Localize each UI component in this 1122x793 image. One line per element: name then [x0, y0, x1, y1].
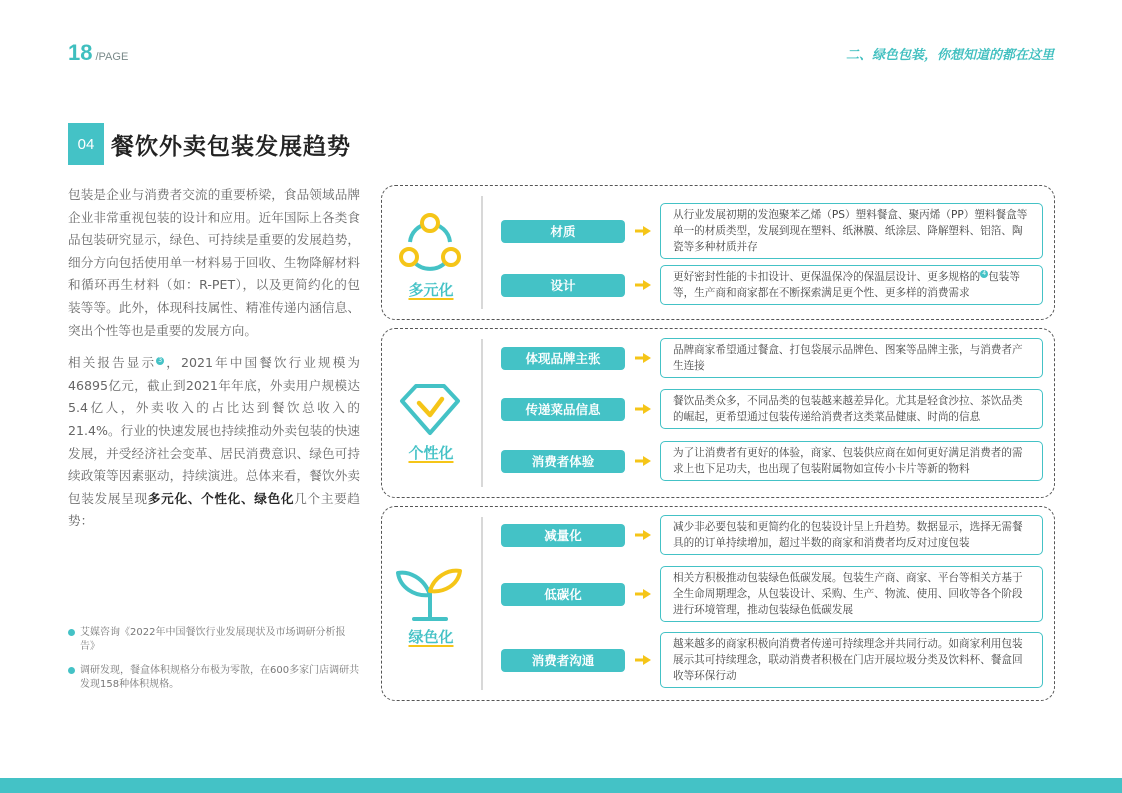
footnote-text: 调研发现，餐盒体积规格分布极为零散，在600多家门店调研共发现158种体积规格。	[80, 665, 360, 690]
trend-row	[501, 338, 1043, 378]
page-number-value: 18	[68, 40, 93, 65]
sprout-icon	[394, 565, 466, 625]
intro-text	[68, 184, 360, 533]
trend-tag: 消费者沟通	[501, 649, 625, 672]
trend-tag: 低碳化	[501, 583, 625, 606]
trend-row	[501, 265, 1043, 305]
footnote-ref-3: 3	[156, 357, 164, 365]
arrow-right-icon	[625, 280, 660, 290]
trend-row	[501, 441, 1043, 481]
footnote-text: 艾媒咨询《2022年中国餐饮行业发展现状及市场调研分析报告》	[80, 627, 346, 652]
arrow-right-icon	[625, 589, 660, 599]
footnote-item	[68, 664, 360, 692]
trend-row	[501, 389, 1043, 429]
group-label: 绿色化	[408, 628, 454, 646]
group-divider	[481, 517, 483, 690]
arrow-right-icon	[625, 404, 660, 414]
intro-p2-part-b: ，2021年中国餐饮行业规模为46895亿元，截止到2021年年底，外卖用户规模达5.4亿人，外卖收入的占比达到餐饮总收入的21.4%。行业的快速发展也持续推动外卖包装的快速发展，并受经济社会变革、居民消费意识、绿色可持续政策等因素驱动，持续演进。总体来看，餐饮外卖包装发展呈现	[68, 355, 360, 506]
chapter-title: 二、绿色包装，你想知道的都在这里	[845, 48, 1054, 63]
trend-description: 越来越多的商家积极向消费者传递可持续理念并共同行动。如商家利用包装展示其可持续理念，联动消费者积极在门店开展垃圾分类及饮料杯、餐盒回收等环保行动	[660, 632, 1043, 688]
arrow-right-icon	[625, 226, 660, 236]
group-divider	[481, 196, 483, 309]
trend-description	[660, 265, 1043, 305]
intro-p2-part-a: 相关报告显示	[68, 355, 157, 371]
arrow-right-icon	[625, 530, 660, 540]
group-divider	[481, 339, 483, 487]
footnote-item	[68, 626, 360, 654]
trend-row	[501, 203, 1043, 259]
intro-p2-part-c: 几个主要趋势：	[68, 490, 361, 529]
trend-tag: 减量化	[501, 524, 625, 547]
trend-group-diversification	[381, 185, 1055, 320]
arrow-right-icon	[625, 353, 660, 363]
trend-description: 餐饮品类众多，不同品类的包装越来越差异化。尤其是轻食沙拉、茶饮品类的崛起，更希望通过包装传递给消费者这类菜品健康、时尚的信息	[660, 389, 1043, 429]
trend-tag: 传递菜品信息	[501, 398, 625, 421]
trend-row	[501, 515, 1043, 555]
footer-bar	[0, 778, 1122, 793]
trend-tag: 体现品牌主张	[501, 347, 625, 370]
trend-description: 为了让消费者有更好的体验，商家、包装供应商在如何更好满足消费者的需求上也下足功夫，也出现了包装附属物如宣传小卡片等新的物料	[660, 441, 1043, 481]
trend-description-part: 更好密封性能的卡扣设计、更保温保冷的保温层设计、更多规格的	[673, 271, 981, 283]
arrow-right-icon	[625, 655, 660, 665]
page-number	[68, 40, 128, 66]
trend-description: 减少非必要包装和更简约化的包装设计呈上升趋势。数据显示，选择无需餐具的的订单持续增加，超过半数的商家和消费者均反对过度包装	[660, 515, 1043, 555]
diamond-icon	[394, 381, 466, 441]
trend-row	[501, 566, 1043, 622]
footnotes	[68, 626, 360, 702]
trend-row	[501, 632, 1043, 688]
trend-tag: 材质	[501, 220, 625, 243]
trend-group-greening	[381, 506, 1055, 701]
footnote-bullet-icon	[68, 667, 75, 674]
connected-circles-icon	[394, 212, 466, 276]
trend-tag: 消费者体验	[501, 450, 625, 473]
page-number-label: /PAGE	[95, 51, 129, 63]
footnote-bullet-icon	[68, 629, 75, 636]
trend-description-part: 包装等等，生产商和商家都在不断探索满足更个性、更多样的消费需求	[673, 271, 1020, 299]
group-label: 个性化	[408, 444, 454, 462]
trend-group-personalization	[381, 328, 1055, 498]
intro-paragraph-1: 包装是企业与消费者交流的重要桥梁，食品领域品牌企业非常重视包装的设计和应用。近年国际上各类食品包装研究显示，绿色、可持续是重要的发展趋势，细分方向包括使用单一材料易于回收、生物降解材料和循环再生材料（如：R-PET），以及更简约化的包装等等。此外，体现科技属性、精准传递内涵信息、突出个性等也是重要的发展方向。	[68, 187, 360, 338]
intro-p2-highlight: 多元化、个性化、绿色化	[147, 490, 295, 506]
trend-description: 品牌商家希望通过餐盒、打包袋展示品牌色、图案等品牌主张，与消费者产生连接	[660, 338, 1043, 378]
trend-description: 从行业发展初期的发泡聚苯乙烯（PS）塑料餐盒、聚丙烯（PP）塑料餐盒等单一的材质类型，发展到现在塑料、纸淋膜、纸涂层、降解塑料、铝箔、陶瓷等多种材质并存	[660, 203, 1043, 259]
section-number-badge: 04	[68, 123, 104, 165]
section-title: 餐饮外卖包装发展趋势	[111, 134, 351, 160]
intro-paragraph-2	[68, 352, 360, 533]
group-label: 多元化	[408, 281, 454, 299]
arrow-right-icon	[625, 456, 660, 466]
trend-description: 相关方积极推动包装绿色低碳发展。包装生产商、商家、平台等相关方基于全生命周期理念，从包装设计、采购、生产、物流、使用、回收等各个阶段进行环境管理，推动包装绿色低碳发展	[660, 566, 1043, 622]
footnote-ref-4: 4	[980, 270, 988, 278]
trend-tag: 设计	[501, 274, 625, 297]
